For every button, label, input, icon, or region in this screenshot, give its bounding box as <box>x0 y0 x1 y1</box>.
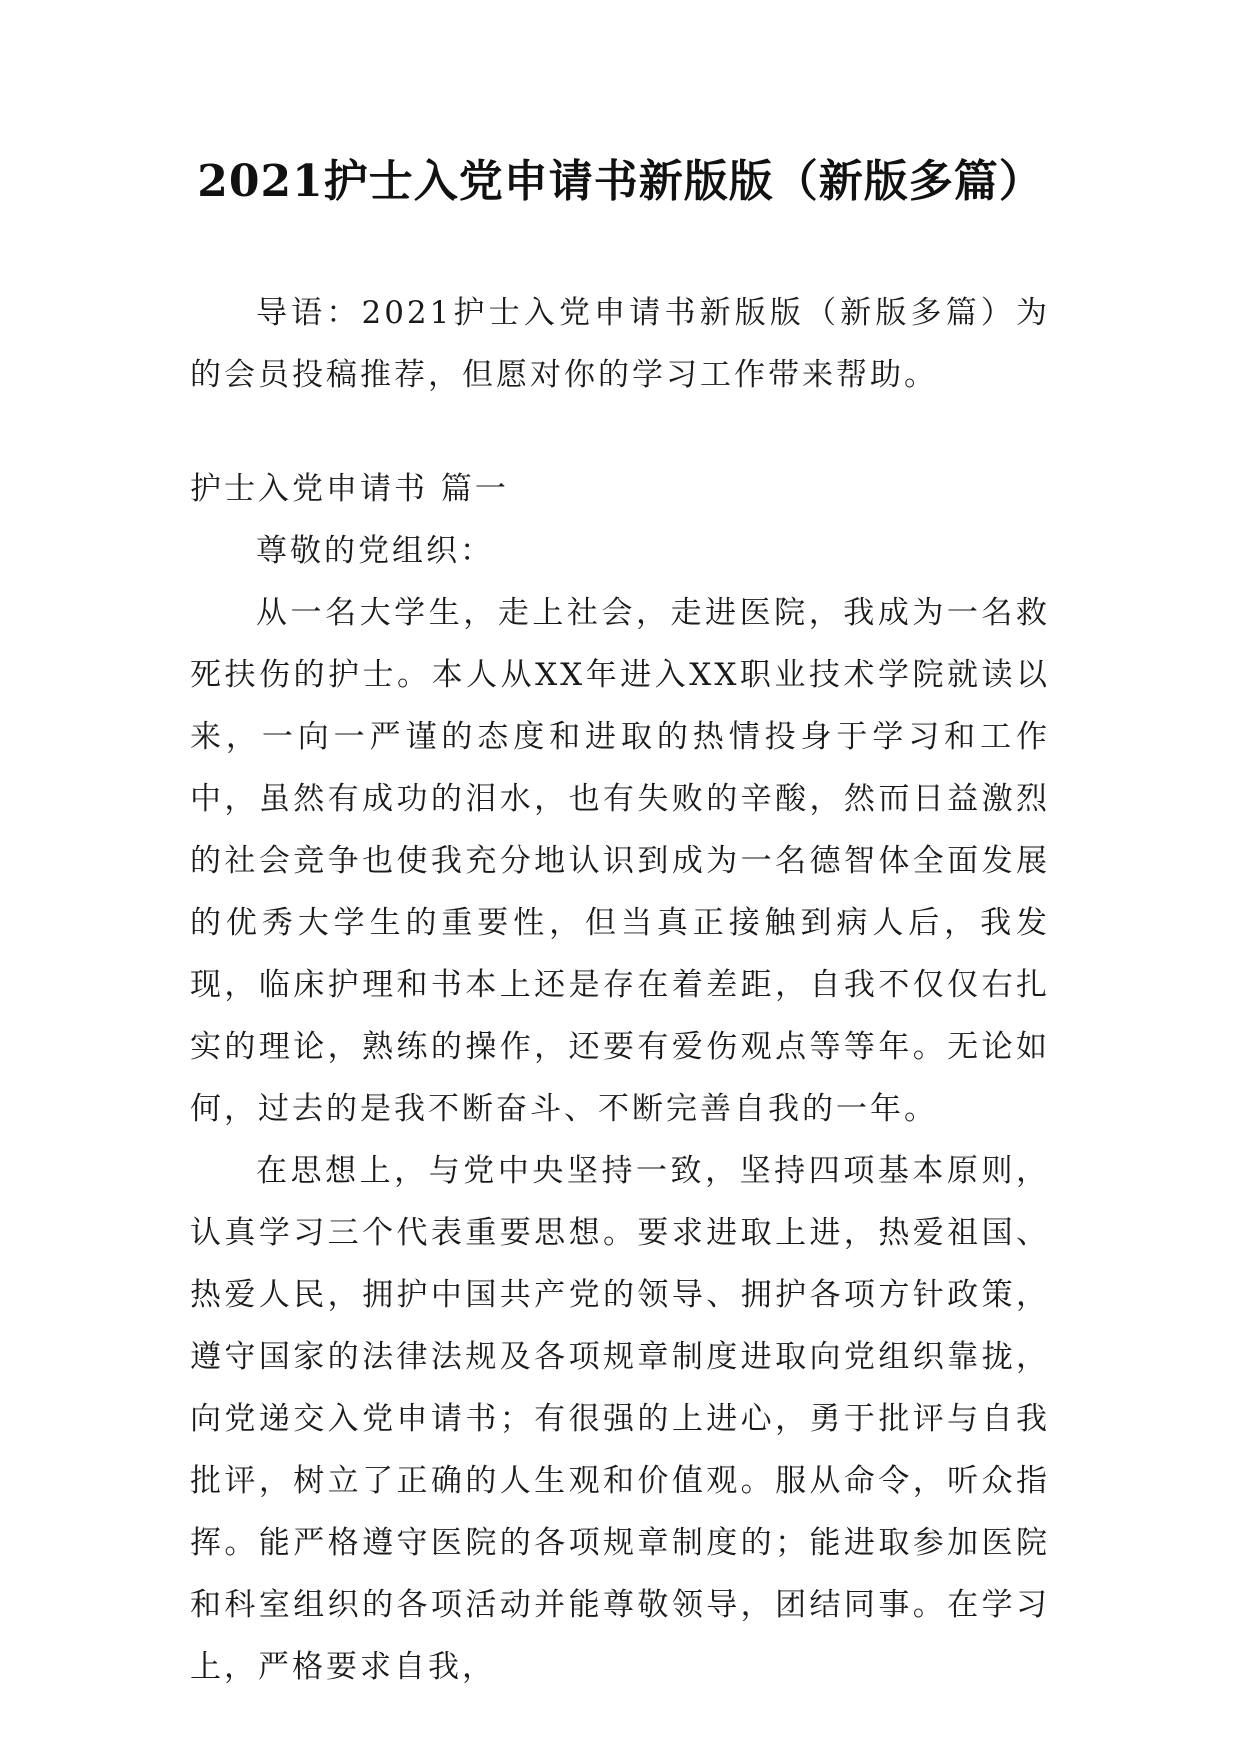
main-body <box>190 458 1050 1698</box>
intro-block <box>190 282 1050 406</box>
intro-paragraph: 导语：2021护士入党申请书新版版（新版多篇）为的会员投稿推荐，但愿对你的学习工作带来帮助。 <box>190 295 1050 393</box>
document-title: 2021护士入党申请书新版版（新版多篇） <box>197 156 1044 207</box>
section-heading: 护士入党申请书 篇一 <box>190 471 509 507</box>
body-paragraph: 从一名大学生，走上社会，走进医院，我成为一名救死扶伤的护士。本人从XX年进入XX职业技术学院就读以来，一向一严谨的态度和进取的热情投身于学习和工作中，虽然有成功的泪水，也有失败的辛酸，然而日益激烈的社会竞争也使我充分地认识到成为一名德智体全面发展的优秀大学生的重要性，但当真正接触到病人后，我发现，临床护理和书本上还是存在着差距，自我不仅仅右扎实的理论，熟练的操作，还要有爱伤观点等等年。无论如何，过去的是我不断奋斗、不断完善自我的一年。 <box>190 595 1050 1127</box>
salutation: 尊敬的党组织： <box>256 533 494 569</box>
body-paragraph: 在思想上，与党中央坚持一致，坚持四项基本原则，认真学习三个代表重要思想。要求进取上进，热爱祖国、热爱人民，拥护中国共产党的领导、拥护各项方针政策，遵守国家的法律法规及各项规章制度进取向党组织靠拢，向党递交入党申请书；有很强的上进心，勇于批评与自我批评，树立了正确的人生观和价值观。服从命令，听众指挥。能严格遵守医院的各项规章制度的；能进取参加医院和科室组织的各项活动并能尊敬领导，团结同事。在学习上，严格要求自我， <box>190 1153 1050 1685</box>
